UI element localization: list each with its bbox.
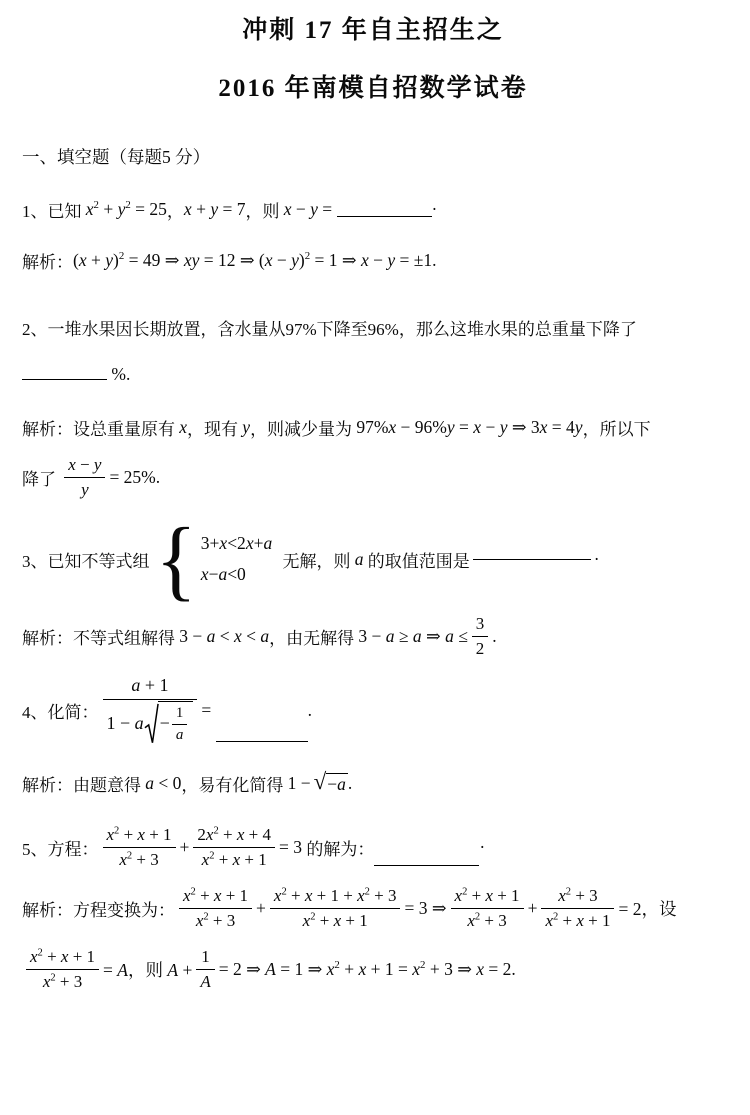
fraction	[103, 674, 198, 746]
answer-blank	[22, 376, 107, 380]
punctuation: .	[307, 700, 312, 721]
solution-4	[22, 771, 724, 796]
minus-sign: −	[159, 713, 170, 734]
left-brace: {	[155, 508, 197, 610]
solution-label: 解析：	[22, 420, 73, 439]
fraction-denominator: $x^2 + x + 1$	[201, 849, 267, 869]
solution-label: 解析：	[22, 901, 73, 921]
math-expression: $x^2 + y^2 = 25$	[85, 199, 167, 219]
fraction	[451, 885, 524, 932]
math-expression: x + y = 7	[183, 199, 246, 219]
fraction	[64, 454, 105, 501]
fraction	[541, 885, 614, 932]
solution-text: ，现有	[187, 420, 243, 439]
solution-label: 解析：	[22, 629, 73, 649]
solution-text: ，易有化简得	[181, 775, 288, 795]
fraction-denominator: 2	[475, 639, 485, 659]
system-line-1: 3+x<2x+a	[200, 532, 273, 553]
question-text: 无解，则	[278, 551, 355, 571]
math-expression: y	[242, 417, 251, 437]
punctuation: ，	[166, 202, 184, 221]
square-root	[313, 769, 348, 795]
solution-label: 解析：	[22, 775, 73, 795]
math-expression: x	[179, 417, 188, 437]
radical-sign: √	[313, 769, 327, 795]
fraction	[103, 824, 176, 871]
answer-blank	[374, 862, 479, 866]
fraction	[193, 824, 275, 871]
fraction-numerator: 3	[472, 613, 489, 637]
inequality-system	[155, 508, 273, 610]
math-expression: 3 − a < x < a	[179, 626, 270, 647]
fraction-numerator: $x^2 + x + 1$	[103, 824, 176, 848]
math-expression: = A，则 A +	[103, 960, 193, 981]
fraction	[179, 885, 252, 932]
fraction	[270, 885, 401, 932]
solution-text: 方程变换为：	[73, 901, 175, 921]
answer-blank	[473, 559, 591, 560]
answer-blank	[337, 213, 432, 217]
solution-label: 解析：	[22, 253, 73, 272]
question-text: 一堆水果因长期放置，含水量从97%下降至96%，那么这堆水果的总重量下降了	[47, 320, 637, 339]
math-expression: = 2，设	[618, 899, 677, 920]
fraction-numerator: $x^2 + x + 1 + x^2 + 3$	[270, 885, 401, 909]
exam-title-line1: 冲刺 17 年自主招生之	[242, 17, 504, 44]
math-expression: 3 − a ≥ a ⇒ a ≤	[358, 626, 468, 647]
fraction	[472, 613, 489, 660]
question-5	[22, 824, 724, 871]
fraction-denominator: $x^2 + x + 1$	[545, 911, 611, 931]
fraction-numerator: $x^2 + 3$	[541, 885, 614, 909]
solution-text: ，则减少量为	[250, 420, 357, 439]
radical-icon	[144, 701, 159, 747]
section-heading: 一、填空题（每题5 分）	[22, 147, 211, 167]
solution-1	[22, 248, 724, 273]
fraction-denominator: $x^2 + 3$	[119, 849, 159, 869]
fraction-denominator: $x^2 + 3$	[195, 911, 236, 931]
fraction-denominator: $x^2 + x + 1$	[302, 911, 368, 931]
plus-sign: +	[256, 898, 266, 919]
math-expression: 1 − a	[106, 713, 144, 734]
answer-blank	[216, 738, 308, 742]
punctuation: ·	[593, 548, 600, 569]
question-number: 1、	[22, 202, 48, 221]
math-expression: = 3	[278, 836, 307, 857]
question-number: 3、	[22, 551, 48, 571]
question-text: 的解为：	[306, 839, 375, 859]
fraction-numerator: 1	[196, 946, 214, 970]
question-4	[22, 674, 724, 746]
system-line-2: x−a<0	[200, 564, 246, 585]
fraction	[172, 704, 188, 745]
plus-sign: +	[527, 898, 538, 919]
punctuation: ·	[431, 199, 438, 219]
radicand: −a	[327, 774, 346, 795]
punctuation: .	[492, 626, 497, 647]
question-text: 已知不等式组	[47, 551, 150, 571]
question-text: 已知	[47, 202, 86, 221]
fraction-denominator: $x^2 + 3$	[42, 972, 83, 992]
solution-2-line2	[22, 454, 724, 501]
fraction-numerator: a + 1	[103, 674, 198, 699]
fraction-numerator: $2x^2 + x + 4$	[193, 824, 275, 848]
fraction-numerator: $x^2 + x + 1$	[26, 946, 99, 970]
equals-sign: =	[201, 700, 216, 721]
question-text: 化简：	[47, 703, 99, 723]
question-text: 的取值范围是	[363, 551, 470, 571]
fraction-denominator: $x^2 + 3$	[467, 911, 507, 931]
square-root	[144, 701, 194, 747]
solution-5-line2	[22, 946, 724, 993]
question-text: 方程：	[47, 839, 99, 859]
solution-text: ，所以下	[582, 420, 651, 439]
fraction-numerator: 1	[172, 704, 188, 725]
math-expression: = 2 ⇒ A = 1 ⇒ $x^2 + x + 1 = x^2 + 3$ ⇒ x = 2.	[218, 959, 516, 980]
punctuation: ·	[479, 836, 486, 857]
math-expression: 97%x − 96%y = x − y ⇒ 3x = 4y	[356, 417, 583, 437]
question-1	[22, 197, 724, 222]
fraction-denominator: y	[81, 480, 89, 500]
system-lines	[201, 534, 272, 585]
math-expression: = 3 ⇒	[404, 898, 447, 919]
radicand	[158, 701, 194, 745]
fraction-numerator: $x^2 + x + 1$	[451, 885, 524, 909]
question-2	[22, 315, 724, 340]
solution-text: 由题意得	[73, 775, 146, 795]
question-3	[22, 508, 724, 610]
solution-text: ，由无解得	[269, 629, 359, 649]
question-number: 5、	[22, 839, 48, 859]
fraction-denominator: a	[175, 726, 184, 743]
math-expression: a < 0	[145, 772, 182, 793]
solution-5-line1	[22, 885, 724, 932]
fraction	[196, 946, 214, 993]
fraction-denominator	[103, 700, 198, 747]
solution-3	[22, 613, 724, 660]
punctuation: .	[347, 772, 353, 793]
exam-title-line2: 2016 年南模自招数学试卷	[218, 75, 528, 102]
unit-label: %.	[107, 364, 131, 384]
fraction-numerator: x − y	[64, 454, 105, 478]
math-expression: a	[354, 548, 364, 569]
solution-text: 设总重量原有	[73, 420, 180, 439]
question-number: 2、	[22, 320, 48, 339]
solution-text: 降了	[22, 470, 61, 490]
math-expression: x − y =	[283, 199, 337, 219]
solution-2-line1	[22, 415, 724, 440]
fraction-numerator: $x^2 + x + 1$	[179, 885, 252, 909]
question-text: ，则	[245, 202, 284, 221]
plus-sign: +	[179, 836, 190, 857]
math-expression: = 25%.	[109, 467, 161, 488]
math-expression: $(x + y)^2 = 49$ ⇒ xy = 12 ⇒ $(x - y)^2 = 1$ ⇒ x − y = ±1.	[73, 250, 437, 270]
question-2-blank-line	[22, 364, 724, 385]
math-expression: 1 −	[287, 772, 311, 793]
solution-text: 不等式组解得	[73, 629, 180, 649]
fraction	[26, 946, 99, 993]
fraction-denominator: A	[200, 972, 211, 992]
question-number: 4、	[22, 703, 48, 723]
